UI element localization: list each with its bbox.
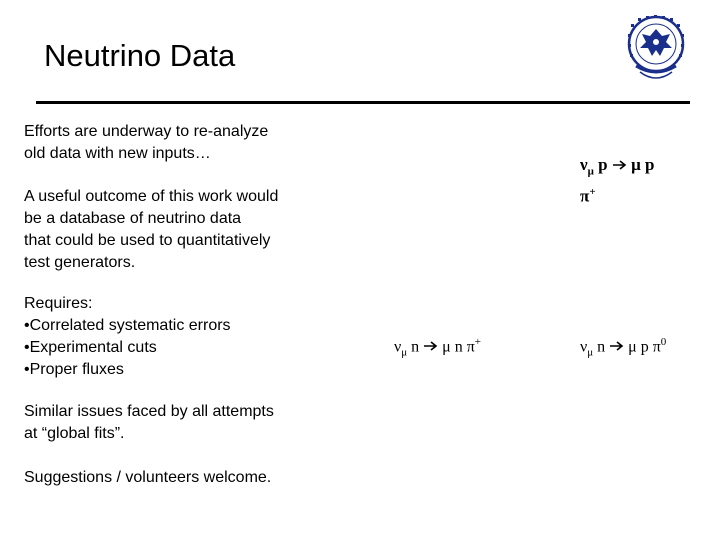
reaction-lhs: p bbox=[598, 155, 608, 174]
list-item: •Correlated systematic errors bbox=[24, 317, 231, 334]
text-line: A useful outcome of this work would bbox=[24, 188, 279, 205]
pi-charge: + bbox=[589, 186, 596, 199]
reaction-rhs: μ p bbox=[628, 338, 649, 356]
text-line: old data with new inputs… bbox=[24, 145, 211, 162]
pi-charge: + bbox=[474, 336, 482, 348]
global-fits-paragraph bbox=[24, 401, 274, 445]
list-item: •Experimental cuts bbox=[24, 339, 157, 356]
reaction-rhs: μ p bbox=[631, 155, 655, 174]
mu-subscript: μ bbox=[587, 165, 594, 178]
list-heading: Requires: bbox=[24, 295, 93, 312]
text-line: test generators. bbox=[24, 254, 136, 271]
requires-list bbox=[24, 293, 231, 381]
reaction-numu-n-pi-zero bbox=[580, 336, 666, 359]
pi-symbol: π bbox=[466, 338, 475, 356]
slide-title: Neutrino Data bbox=[44, 38, 236, 73]
mu-subscript: μ bbox=[587, 346, 594, 359]
text-line: that could be used to quantitatively bbox=[24, 232, 271, 249]
mu-subscript: μ bbox=[401, 346, 408, 359]
outcome-paragraph bbox=[24, 186, 278, 274]
right-arrow-icon bbox=[612, 159, 627, 171]
efforts-paragraph bbox=[24, 121, 268, 165]
right-arrow-icon bbox=[423, 340, 438, 352]
text-line: be a database of neutrino data bbox=[24, 210, 242, 227]
nu-symbol: ν bbox=[580, 155, 588, 174]
reaction-lhs: n bbox=[411, 338, 420, 356]
pi-symbol: π bbox=[580, 187, 590, 207]
reaction-numu-p bbox=[580, 154, 654, 207]
text-line: Efforts are underway to re-analyze bbox=[24, 123, 269, 140]
right-arrow-icon bbox=[609, 340, 624, 352]
pi-symbol: π bbox=[652, 338, 661, 356]
nu-symbol: ν bbox=[394, 338, 402, 356]
pi-charge: 0 bbox=[660, 336, 667, 348]
reaction-rhs: μ n bbox=[442, 338, 463, 356]
suggestions-paragraph bbox=[24, 467, 271, 489]
nu-symbol: ν bbox=[580, 338, 588, 356]
reaction-numu-n-pi-plus bbox=[394, 336, 481, 359]
text-line: Similar issues faced by all attempts bbox=[24, 403, 274, 420]
university-seal-icon bbox=[626, 14, 686, 86]
title-divider bbox=[36, 101, 690, 104]
text-line: at “global fits”. bbox=[24, 425, 125, 442]
text-line: Suggestions / volunteers welcome. bbox=[24, 469, 272, 486]
reaction-lhs: n bbox=[597, 338, 606, 356]
list-item: •Proper fluxes bbox=[24, 361, 124, 378]
